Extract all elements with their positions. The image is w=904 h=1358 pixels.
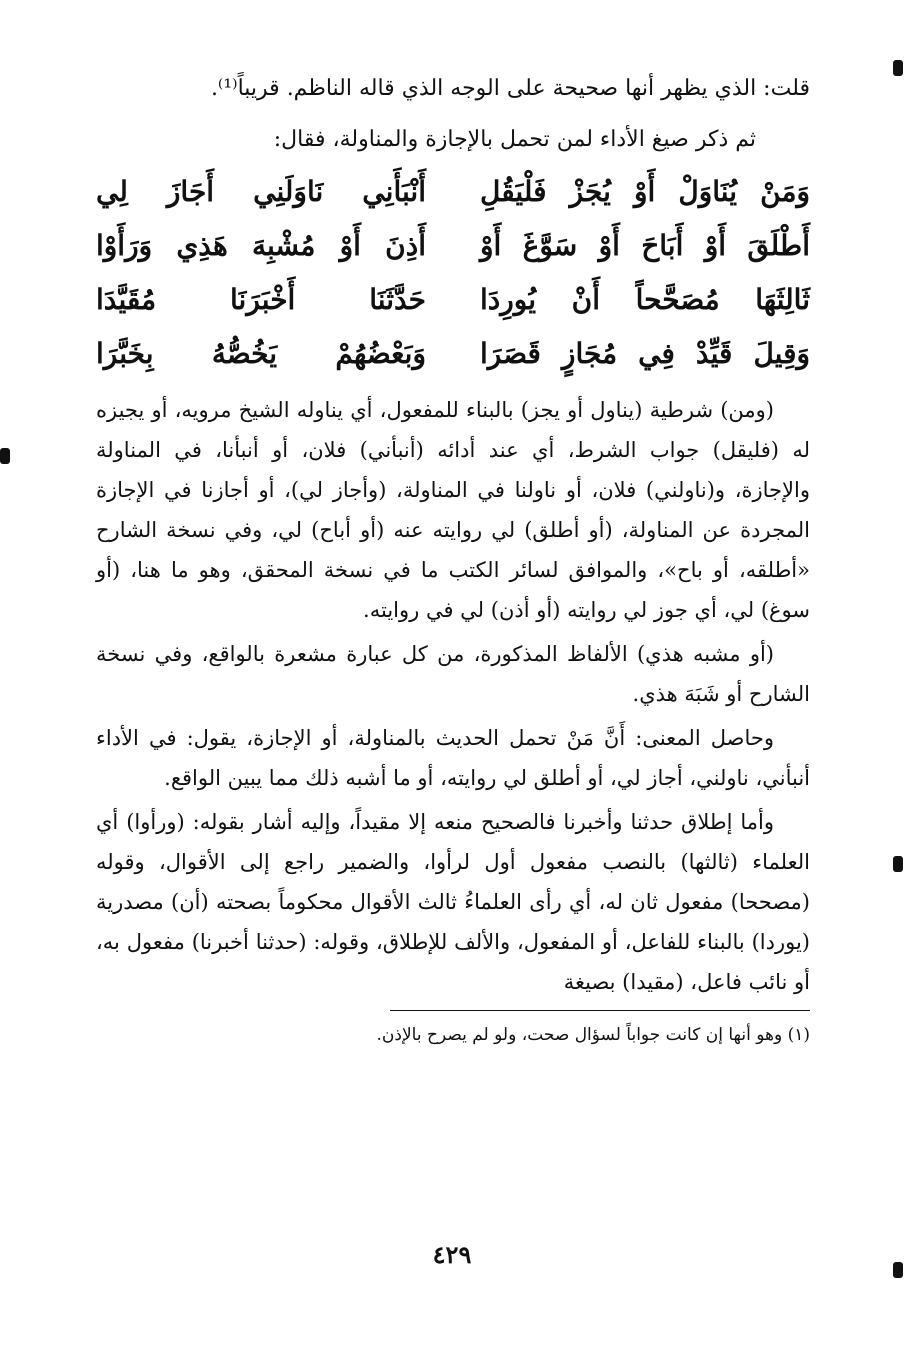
footnote-divider — [390, 1010, 810, 1011]
verse-second-hemistich: أَنْبَأَنِي نَاوَلَنِي أَجَازَ لِي — [96, 174, 426, 208]
commentary-paragraph: (أو مشبه هذي) الألفاظ المذكورة، من كل عبارة مشعرة بالواقع، وفي نسخة الشارح أو شَبَهَ هذي. — [96, 642, 810, 706]
scan-mark — [893, 1262, 903, 1278]
verse-row — [96, 272, 810, 326]
verse-second-hemistich: حَدَّثَنَا أَخْبَرَنَا مُقَيَّدَا — [96, 282, 426, 316]
commentary-paragraph: (ومن) شرطية (يناول أو يجز) بالبناء للمفعول، أي يناوله الشيخ مرويه، أو يجيزه له (فليقل) جواب الشرط، أي عند أدائه (أنبأني) فلان، أو أنبأنا، في المناولة والإجازة، و(ناولني) فلان، أو ناولنا في المناولة، (وأجاز لي)، أو أجازنا في الإجازة المجردة عن المناولة، (أو أطلق) لي روايته عنه (أو أباح) لي، وفي نسخة الشارح «أطلقه، أو باح»، والموافق لسائر الكتب ما في نسخة المحقق، وهو ما هنا، (أو سوغ) لي، أي جوز لي روايته (أو أذن) لي في روايته. — [96, 398, 810, 622]
verse-first-hemistich: أَطْلَقَ أَوْ أَبَاحَ أَوْ سَوَّغَ أَوْ — [480, 228, 810, 262]
scan-mark — [0, 448, 10, 464]
page-number: ٤٢٩ — [432, 1240, 472, 1269]
scan-mark — [893, 856, 903, 872]
commentary-paragraph: وأما إطلاق حدثنا وأخبرنا فالصحيح منعه إلا مقيداً، وإليه أشار بقوله: (ورأوا) أي العلماء (ثالثها) بالنصب مفعول أول لرأوا، والضمير راجع إلى الأقوال، وقوله (مصححا) مفعول ثان له، أي رأى العلماءُ ثالث الأقوال محكوماً بصحته (أن) مصدرية (يوردا) بالبناء للفاعل، أو المفعول، والألف للإطلاق، وقوله: (حدثنا أخبرنا) مفعول به، أو نائب فاعل، (مقيدا) بصيغة — [96, 810, 810, 994]
page-body — [96, 70, 810, 1049]
verse-row — [96, 164, 810, 218]
poem-verses — [96, 164, 810, 380]
verse-row — [96, 326, 810, 380]
verse-second-hemistich: أَذِنَ أَوْ مُشْبِهَ هَذِي وَرَأَوْا — [96, 228, 426, 262]
commentary-paragraph: وحاصل المعنى: أَنَّ مَنْ تحمل الحديث بالمناولة، أو الإجازة، يقول: في الأداء أنبأني، ناولني، أجاز لي، أو أطلق لي روايته، أو ما أشبه ذلك مما يبين الواقع. — [96, 726, 810, 790]
verse-row — [96, 218, 810, 272]
scan-mark — [893, 60, 903, 76]
verse-first-hemistich: ثَالِثَهَا مُصَحَّحاً أَنْ يُورِدَا — [480, 282, 810, 316]
intro-paragraph: قلت: الذي يظهر أنها صحيحة على الوجه الذي قاله الناظم. قريباً⁽¹⁾. — [210, 76, 810, 101]
lead-line: ثم ذكر صيغ الأداء لمن تحمل بالإجازة والمناولة، فقال: — [273, 127, 756, 152]
footnote: (١) وهو أنها إن كانت جواباً لسؤال صحت، ولو لم يصرح بالإذن. — [376, 1025, 810, 1045]
verse-first-hemistich: وَقِيلَ قَيِّدْ فِي مُجَازٍ قَصَرَا — [480, 336, 810, 370]
verse-first-hemistich: وَمَنْ يُنَاوَلْ أَوْ يُجَزْ فَلْيَقُلِ — [480, 174, 810, 208]
verse-second-hemistich: وَبَعْضُهُمْ يَخُصُّهُ بِخَبَّرَا — [96, 336, 426, 370]
